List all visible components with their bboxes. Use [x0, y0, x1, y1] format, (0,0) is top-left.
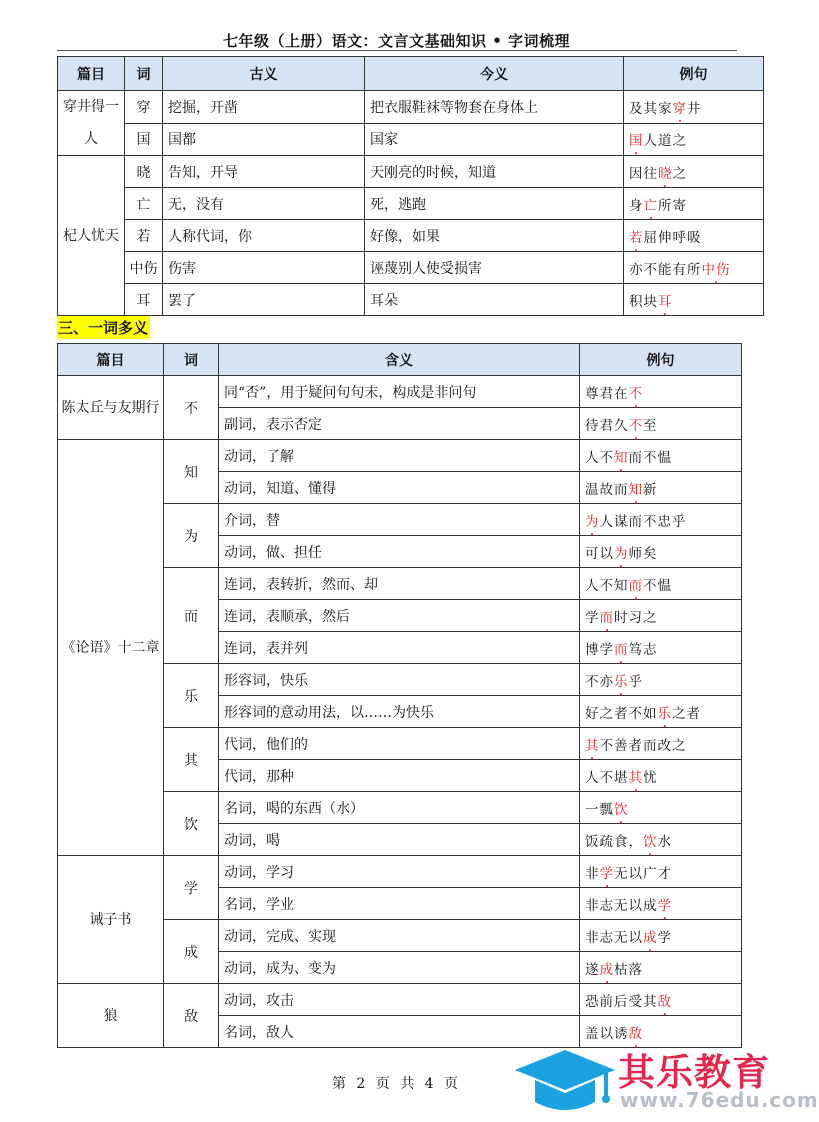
brand-url: www.76edu.com — [620, 1088, 819, 1112]
example-text: 人谋而不忠乎 — [599, 513, 687, 530]
example-text: 身 — [629, 197, 644, 214]
highlighted-keyword: 知 — [628, 481, 643, 498]
example-text: 新 — [643, 481, 658, 498]
article-title-cell: 狼 — [58, 984, 164, 1048]
highlighted-keyword: 而 — [614, 641, 629, 658]
example-text: 遂 — [585, 961, 600, 978]
example-text: 屈伸呼吸 — [643, 229, 702, 246]
table-row — [58, 984, 742, 1016]
word-cell: 耳 — [125, 284, 163, 316]
highlighted-keyword: 而 — [599, 609, 614, 626]
meaning-cell: 名词，喝的东西（水） — [219, 792, 580, 824]
page-header-title: 七年级（上册）语文：文言文基础知识 • 字词梳理 — [222, 32, 571, 50]
example-text: 学 — [657, 929, 672, 946]
highlighted-keyword: 知 — [614, 449, 629, 466]
example-sentence-cell — [580, 504, 742, 536]
example-text: 人道之 — [643, 133, 687, 150]
example-sentence-cell — [580, 472, 742, 504]
table-header-row — [58, 344, 742, 376]
example-sentence-cell — [580, 952, 742, 984]
example-sentence-cell — [624, 156, 764, 188]
word-cell: 学 — [164, 856, 219, 920]
meaning-cell: 连词，表转折，然而、却 — [219, 568, 580, 600]
meaning-cell: 动词，喝 — [219, 824, 580, 856]
section-heading-polysemy: 三、一词多义 — [57, 316, 150, 339]
example-text: 温故而 — [585, 481, 629, 498]
table-row — [58, 156, 764, 188]
example-text: 好之者不如 — [585, 705, 658, 722]
example-text: 枯落 — [614, 961, 643, 978]
example-sentence-cell — [580, 920, 742, 952]
article-title-cell: 诫子书 — [58, 856, 164, 984]
table-row — [58, 188, 764, 220]
word-cell: 国 — [125, 123, 163, 156]
example-text: 之 — [672, 165, 687, 182]
column-header: 词 — [164, 344, 219, 376]
highlighted-keyword: 饮 — [614, 801, 629, 818]
table-row — [58, 91, 764, 124]
highlighted-keyword: 成 — [599, 961, 614, 978]
highlighted-keyword: 成 — [643, 929, 658, 946]
word-cell: 乐 — [164, 664, 219, 728]
example-text: 水 — [657, 833, 672, 850]
column-header: 今义 — [365, 57, 624, 91]
meaning-cell: 代词，那种 — [219, 760, 580, 792]
meaning-cell: 动词，知道、懂得 — [219, 472, 580, 504]
page-number: 第 2 页 共 4 页 — [331, 1076, 462, 1092]
example-sentence-cell — [624, 284, 764, 316]
meaning-cell: 动词，学习 — [219, 856, 580, 888]
highlighted-keyword: 国 — [629, 133, 644, 150]
ancient-meaning-cell: 人称代词，你 — [163, 220, 365, 252]
example-text: 非 — [585, 865, 600, 882]
word-cell: 而 — [164, 568, 219, 664]
example-sentence-cell — [580, 888, 742, 920]
example-text: 无以广才 — [614, 865, 672, 882]
example-text: 尊君在 — [585, 385, 629, 402]
highlighted-keyword: 其 — [628, 769, 643, 786]
ancient-meaning-cell: 罢了 — [163, 284, 365, 316]
highlighted-keyword: 亡 — [643, 197, 658, 214]
example-text: 不善者而改之 — [599, 737, 687, 754]
modern-meaning-cell: 耳朵 — [365, 284, 624, 316]
ancient-meaning-cell: 国都 — [163, 123, 365, 156]
article-title-cell: 陈太丘与友期行 — [58, 376, 164, 440]
highlighted-keyword: 乐 — [614, 673, 629, 690]
modern-meaning-cell: 国家 — [365, 123, 624, 156]
ancient-meaning-cell: 告知，开导 — [163, 156, 365, 188]
highlighted-keyword: 不 — [628, 385, 643, 402]
highlighted-keyword: 学 — [657, 897, 672, 914]
table-row — [58, 440, 742, 472]
meaning-cell: 形容词的意动用法，以……为快乐 — [219, 696, 580, 728]
brand-logo — [510, 1040, 819, 1120]
example-sentence-cell — [580, 440, 742, 472]
example-text: 饭疏食， — [585, 833, 643, 850]
example-text: 非志无以 — [585, 929, 643, 946]
example-text: 师矣 — [628, 545, 658, 562]
example-sentence-cell — [580, 664, 742, 696]
word-cell: 若 — [125, 220, 163, 252]
highlighted-keyword: 敌 — [628, 1025, 643, 1042]
column-header: 篇目 — [58, 344, 164, 376]
example-text: 人不堪 — [585, 769, 629, 786]
example-text: 井 — [687, 100, 702, 117]
example-text: 一瓢 — [585, 801, 614, 818]
example-text: 所寄 — [658, 197, 687, 214]
word-cell: 知 — [164, 440, 219, 504]
ancient-meaning-cell: 挖掘，开凿 — [163, 91, 365, 124]
column-header: 篇目 — [58, 57, 125, 91]
word-cell: 中伤 — [125, 252, 163, 284]
modern-meaning-cell: 天刚亮的时候，知道 — [365, 156, 624, 188]
graduation-cap-icon — [510, 1040, 620, 1120]
highlighted-keyword: 其 — [585, 737, 600, 754]
meaning-cell: 动词，攻击 — [219, 984, 580, 1016]
highlighted-keyword: 中伤 — [701, 261, 731, 278]
word-cell: 晓 — [125, 156, 163, 188]
word-cell: 敌 — [164, 984, 219, 1048]
meaning-cell: 动词，成为、变为 — [219, 952, 580, 984]
example-text: 忧 — [643, 769, 658, 786]
column-header: 词 — [125, 57, 163, 91]
example-sentence-cell — [580, 600, 742, 632]
table-row — [58, 856, 742, 888]
highlighted-keyword: 不 — [628, 417, 643, 434]
highlighted-keyword: 敌 — [657, 993, 672, 1010]
brand-name: 其乐教育 — [618, 1051, 770, 1094]
meaning-cell: 动词，做、担任 — [219, 536, 580, 568]
highlighted-keyword: 晓 — [658, 165, 673, 182]
meaning-cell: 名词，学业 — [219, 888, 580, 920]
example-text: 恐前后受其 — [585, 993, 658, 1010]
example-sentence-cell — [580, 536, 742, 568]
example-sentence-cell — [580, 824, 742, 856]
meaning-cell: 连词，表并列 — [219, 632, 580, 664]
modern-meaning-cell: 死，逃跑 — [365, 188, 624, 220]
example-sentence-cell — [580, 696, 742, 728]
word-cell: 成 — [164, 920, 219, 984]
word-cell: 穿 — [125, 91, 163, 124]
highlighted-keyword: 若 — [629, 229, 644, 246]
highlighted-keyword: 而 — [628, 577, 643, 594]
meaning-cell: 动词，了解 — [219, 440, 580, 472]
example-text: 笃志 — [628, 641, 658, 658]
article-title-cell: 杞人忧天 — [58, 156, 125, 316]
article-title-cell: 穿井得一人 — [58, 91, 125, 156]
word-cell: 饮 — [164, 792, 219, 856]
meaning-cell: 代词，他们的 — [219, 728, 580, 760]
example-text: 而不愠 — [628, 449, 672, 466]
modern-meaning-cell: 把衣服鞋袜等物套在身体上 — [365, 91, 624, 124]
column-header: 古义 — [163, 57, 365, 91]
table-row — [58, 376, 742, 408]
table-row — [58, 123, 764, 156]
highlighted-keyword: 学 — [599, 865, 614, 882]
ancient-meaning-cell: 伤害 — [163, 252, 365, 284]
example-text: 不愠 — [643, 577, 672, 594]
table-header-row — [58, 57, 764, 91]
table-row — [58, 252, 764, 284]
article-title-cell: 《论语》十二章 — [58, 440, 164, 856]
highlighted-keyword: 饮 — [643, 833, 658, 850]
example-text: 因往 — [629, 165, 658, 182]
meaning-cell: 连词，表顺承，然后 — [219, 600, 580, 632]
example-sentence-cell — [624, 252, 764, 284]
example-text: 人不知 — [585, 577, 629, 594]
meaning-cell: 名词，敌人 — [219, 1016, 580, 1048]
example-text: 乎 — [628, 673, 643, 690]
example-sentence-cell — [580, 408, 742, 440]
column-header: 含义 — [219, 344, 580, 376]
table-row — [58, 220, 764, 252]
header-divider — [57, 50, 737, 51]
example-text: 待君久 — [585, 417, 629, 434]
example-text: 至 — [643, 417, 658, 434]
word-cell: 不 — [164, 376, 219, 440]
example-text: 学 — [585, 609, 600, 626]
polysemy-table — [57, 343, 742, 1048]
example-sentence-cell — [624, 220, 764, 252]
example-text: 及其家 — [629, 100, 673, 117]
ancient-modern-meaning-table — [57, 56, 764, 316]
modern-meaning-cell: 好像，如果 — [365, 220, 624, 252]
ancient-meaning-cell: 无，没有 — [163, 188, 365, 220]
example-sentence-cell — [624, 188, 764, 220]
example-sentence-cell — [624, 123, 764, 156]
example-sentence-cell — [580, 856, 742, 888]
example-text: 博学 — [585, 641, 614, 658]
word-cell: 其 — [164, 728, 219, 792]
column-header: 例句 — [580, 344, 742, 376]
example-text: 人不 — [585, 449, 614, 466]
example-sentence-cell — [624, 91, 764, 124]
meaning-cell: 同“否”，用于疑问句句末，构成是非问句 — [219, 376, 580, 408]
highlighted-keyword: 为 — [614, 545, 629, 562]
meaning-cell: 动词，完成、实现 — [219, 920, 580, 952]
example-text: 可以 — [585, 545, 614, 562]
example-sentence-cell — [580, 792, 742, 824]
modern-meaning-cell: 诬蔑别人使受损害 — [365, 252, 624, 284]
example-sentence-cell — [580, 984, 742, 1016]
example-text: 亦不能有所 — [629, 261, 702, 278]
highlighted-keyword: 耳 — [658, 293, 673, 310]
highlighted-keyword: 为 — [585, 513, 600, 530]
example-text: 积块 — [629, 293, 658, 310]
highlighted-keyword: 乐 — [657, 705, 672, 722]
example-text: 盖以诱 — [585, 1025, 629, 1042]
highlighted-keyword: 穿 — [672, 100, 687, 117]
table-row — [58, 284, 764, 316]
meaning-cell: 介词，替 — [219, 504, 580, 536]
example-sentence-cell — [580, 728, 742, 760]
example-text: 非志无以成 — [585, 897, 658, 914]
example-sentence-cell — [580, 568, 742, 600]
example-sentence-cell — [580, 760, 742, 792]
column-header: 例句 — [624, 57, 764, 91]
example-text: 之者 — [672, 705, 701, 722]
word-cell: 亡 — [125, 188, 163, 220]
word-cell: 为 — [164, 504, 219, 568]
example-sentence-cell — [580, 376, 742, 408]
example-text: 时习之 — [614, 609, 658, 626]
example-text: 不亦 — [585, 673, 614, 690]
meaning-cell: 副词，表示否定 — [219, 408, 580, 440]
example-sentence-cell — [580, 632, 742, 664]
meaning-cell: 形容词，快乐 — [219, 664, 580, 696]
